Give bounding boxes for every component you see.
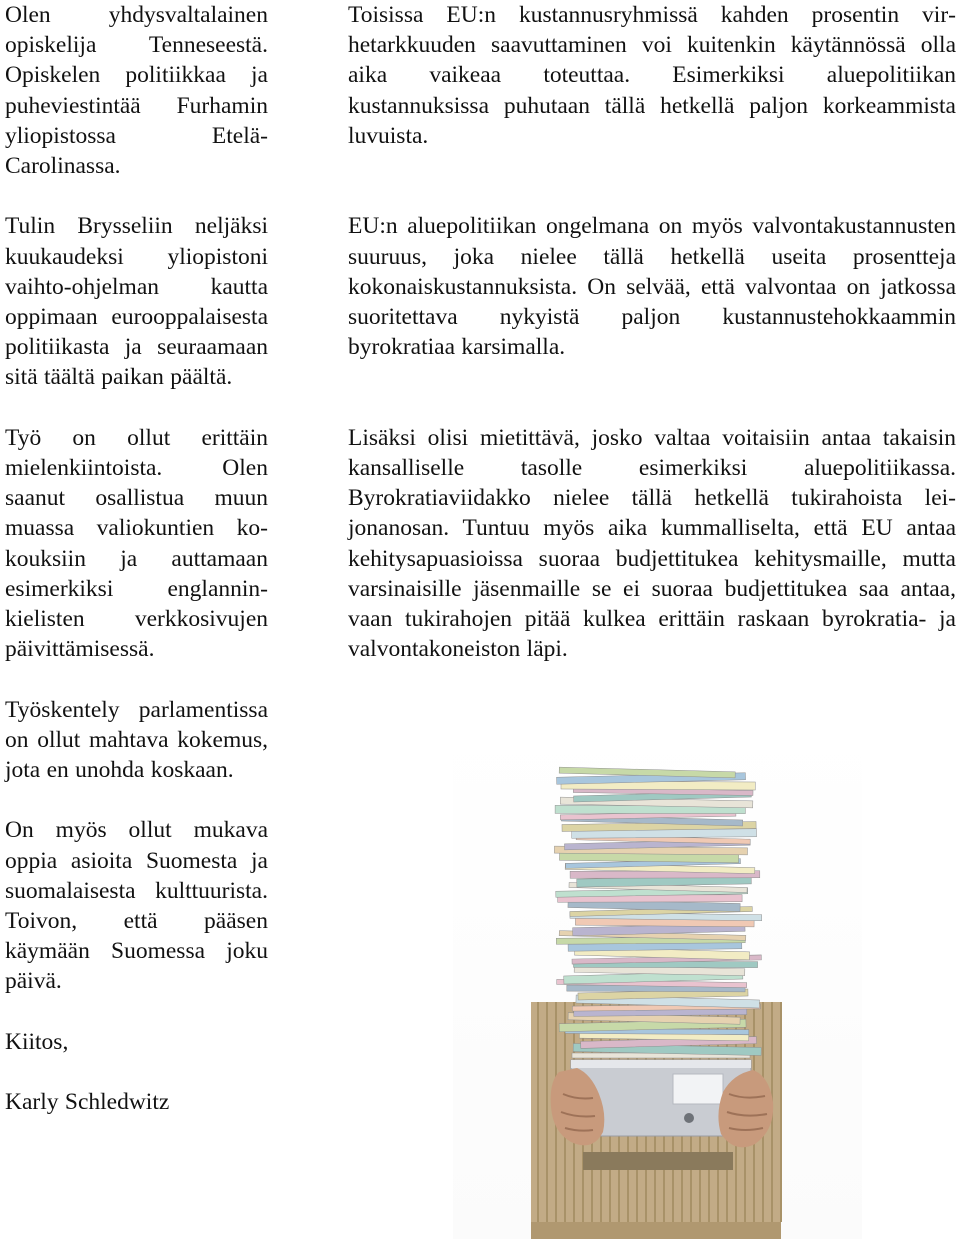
paper-stack-photo [453, 722, 862, 1239]
right-paragraph-1: Toisissa EU:n kustannusryhmissä kahden prosentin virhetarkkuuden saavuttaminen voi kuitenkin käytännössä olla aika vaikeaa toteuttaa. Esimerkiksi aluepolitiikan kustannuksissa puhutaan tällä hetkellä paljon korkeammista luvuista. [348, 2, 956, 149]
shirt-stripe [546, 1002, 548, 1222]
paper-stack-photo-icon [453, 722, 862, 1239]
left-paragraph-2: Tulin Brysseliin neljäksi kuukaudeksi yliopistoni vaihto-ohjelman kautta oppimaan eurooppalaisesta politiikasta ja seuraamaan sitä täältä paikan päältä. [5, 213, 268, 391]
left-paragraph-5: On myös ollut mukava oppia asioita Suomesta ja suomalaisesta kulttuurista. Toivon, että pääsen käymään Suomessa joku päivä. [5, 817, 268, 995]
paper-stack [554, 767, 761, 1058]
shirt-stripe [780, 1002, 782, 1222]
author-signature: Karly Schledwitz [5, 1089, 170, 1116]
belt [583, 1152, 733, 1170]
right-column [348, 0, 956, 664]
left-paragraph-1: Olen yhdysvaltalainen opiskelija Tenneseestä. Opiskelen politiikkaa ja puheviestintää Furhamin yliopistossa Etelä-Carolinassa. [5, 2, 268, 180]
closing-greeting: Kiitos, [5, 1028, 69, 1055]
shirt-stripe [537, 1002, 539, 1222]
left-paragraph-4: Työskentely parlamentissa on ollut mahtava kokemus, jota en unohda koskaan. [5, 696, 268, 784]
left-paragraph-3: Työ on ollut erittäin mielenkiintoista. Olen saanut osallistua muun muassa valiokuntien kokouksiin ja auttamaan esimerkiksi englanninkielisten verkkosivujen päivittämisessä. [5, 424, 268, 663]
right-paragraph-2: EU:n aluepolitiikan ongelmana on myös valvontakustannusten suuruus, joka nielee tällä hetkellä useita prosentteja kokonaiskustannuksista. On selvää, että valvontaa on jatkossa suoritettava nykyistä paljon kustannustehokkaammin byrokratiaa karsimalla. [348, 213, 956, 361]
left-column [5, 0, 268, 1117]
right-paragraph-3: Lisäksi olisi mietittävä, josko valtaa voitaisiin antaa takaisin kansalliselle tasolle esimerkiksi aluepolitiikassa. Byrokratiaviidakko nielee tällä hetkellä tukirahoista leijonanosan. Tuntuu myös aika kummalliselta, että EU antaa kehitysapuasioissa suoraa budjettitukea kehitysmaille, mutta varsinaisille jäsenmaille se ei suoraa budjettitukea saa antaa, vaan tukirahojen pitää kulkea erittäin raskaan byrokratia- ja valvontakoneiston läpi. [348, 424, 956, 663]
